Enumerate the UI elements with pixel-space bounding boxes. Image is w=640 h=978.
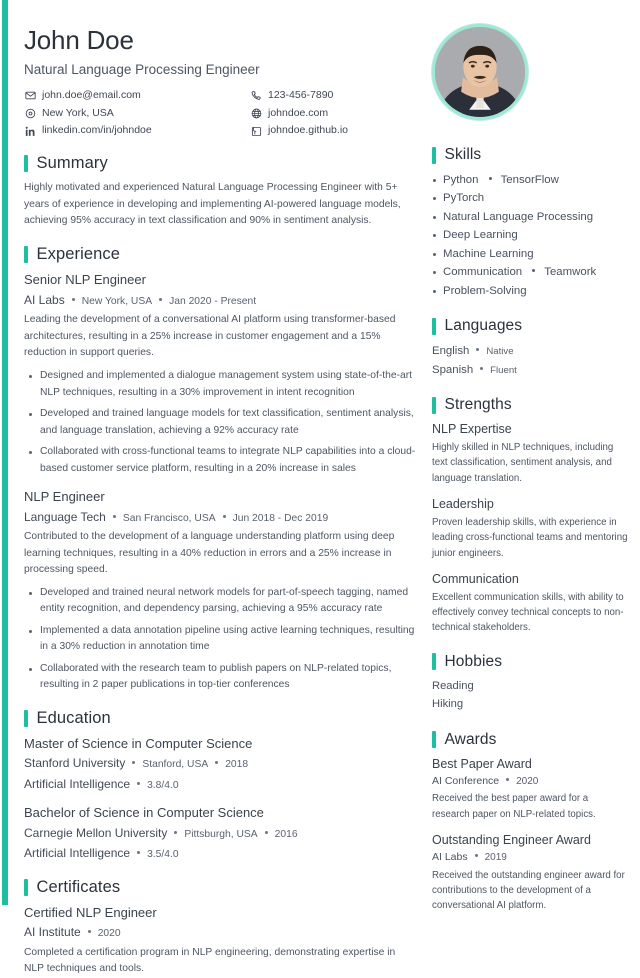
experience-entry bbox=[24, 271, 416, 477]
meta-separator-dot bbox=[113, 515, 116, 518]
section-accent-bar bbox=[24, 879, 28, 896]
contact-website-value: johndoe.com bbox=[268, 106, 329, 119]
certificates-heading bbox=[24, 878, 416, 897]
meta-separator-dot bbox=[480, 367, 483, 370]
education-field-meta bbox=[24, 775, 416, 793]
skill-row bbox=[432, 263, 628, 281]
strength-description: Proven leadership skills, with experience in leading cross-functional teams and mentoring junior engineers. bbox=[432, 516, 628, 559]
job-location: San Francisco, USA bbox=[122, 512, 216, 524]
meta-separator-dot bbox=[475, 854, 478, 857]
skill-item: Teamwork bbox=[544, 266, 597, 279]
award-entry bbox=[432, 832, 628, 914]
identity-block bbox=[24, 22, 348, 139]
award-issuer: AI Labs bbox=[432, 850, 468, 863]
meta-separator-dot bbox=[132, 761, 135, 764]
meta-separator-dot bbox=[72, 298, 75, 301]
phone-icon bbox=[250, 90, 262, 102]
award-meta bbox=[432, 850, 628, 866]
hobby-item: Reading bbox=[432, 679, 474, 692]
section-title: Strengths bbox=[444, 396, 512, 414]
certificate-issuer: AI Institute bbox=[24, 925, 81, 940]
award-issuer: AI Conference bbox=[432, 774, 500, 787]
section-title: Experience bbox=[36, 245, 121, 264]
skills-heading bbox=[432, 146, 628, 164]
job-meta bbox=[24, 508, 416, 526]
job-bullet: Designed and implemented a dialogue management system using state-of-the-art NLP techniques, resulting in a 30% improvement in intent recognition bbox=[24, 368, 416, 401]
skill-item: Deep Learning bbox=[443, 229, 518, 242]
contact-phone-value: 123-456-7890 bbox=[268, 88, 334, 101]
job-bullet: Developed and trained language models for text classification, sentiment analysis, and language translation, achieving a 92% accuracy rate bbox=[24, 406, 416, 439]
section-title: Education bbox=[36, 708, 111, 727]
section-experience bbox=[24, 245, 416, 694]
contact-email[interactable] bbox=[24, 88, 250, 104]
strength-name: Communication bbox=[432, 571, 519, 586]
job-bullet: Implemented a data annotation pipeline using active learning techniques, resulting in a 30% reduction in annotation time bbox=[24, 623, 416, 656]
job-bullets bbox=[24, 368, 416, 477]
certificate-year: 2020 bbox=[97, 928, 121, 940]
award-description: Received the best paper award for a research paper on NLP-related topics. bbox=[432, 793, 596, 820]
contact-location-value: New York, USA bbox=[42, 106, 114, 119]
section-awards bbox=[432, 731, 628, 914]
job-company: AI Labs bbox=[24, 292, 65, 307]
skill-item: Machine Learning bbox=[443, 247, 534, 260]
profile-photo bbox=[435, 27, 525, 117]
section-certificates bbox=[24, 878, 416, 978]
job-meta bbox=[24, 291, 416, 309]
job-summary: Leading the development of a conversational AI platform using transformer-based architectures, resulting in a 25% increase in customer engagement and a 15% reduction in support queries. bbox=[24, 314, 396, 359]
skill-row bbox=[432, 226, 628, 244]
hobby-item: Hiking bbox=[432, 697, 464, 710]
award-name: Outstanding Engineer Award bbox=[432, 832, 591, 847]
job-title: Natural Language Processing Engineer bbox=[24, 61, 260, 77]
award-meta bbox=[432, 774, 628, 790]
section-accent-bar bbox=[432, 397, 436, 414]
certificate-entry bbox=[24, 904, 416, 978]
meta-separator-dot bbox=[137, 851, 140, 854]
section-title: Certificates bbox=[36, 877, 121, 896]
job-role: Senior NLP Engineer bbox=[24, 272, 146, 288]
education-heading bbox=[24, 709, 416, 728]
awards-heading bbox=[432, 731, 628, 749]
location-icon bbox=[24, 108, 36, 120]
graduation-year: 2016 bbox=[274, 828, 298, 840]
meta-separator-dot bbox=[88, 930, 91, 933]
main-column bbox=[24, 22, 416, 975]
education-meta bbox=[24, 824, 416, 842]
job-role: NLP Engineer bbox=[24, 488, 105, 504]
award-year: 2019 bbox=[484, 851, 507, 863]
skill-row bbox=[432, 189, 628, 207]
contact-github[interactable] bbox=[250, 123, 348, 139]
skill-row bbox=[432, 171, 628, 189]
job-dates: Jun 2018 - Dec 2019 bbox=[232, 512, 329, 524]
skill-row bbox=[432, 245, 628, 263]
section-title: Hobbies bbox=[444, 652, 503, 670]
strength-entry bbox=[432, 571, 628, 636]
summary-text: Highly motivated and experienced Natural Language Processing Engineer with 5+ years of experience in developing and implementing AI-powered language models, achieving 95% accuracy in text classification and 90% in sentiment analysis. bbox=[24, 182, 401, 227]
certificate-name: Certified NLP Engineer bbox=[24, 904, 157, 920]
meta-separator-dot bbox=[137, 782, 140, 785]
language-level: Native bbox=[486, 346, 514, 358]
skill-item: Problem-Solving bbox=[443, 284, 527, 297]
section-summary bbox=[24, 154, 416, 230]
school-name: Stanford University bbox=[24, 756, 126, 771]
contact-website[interactable] bbox=[250, 106, 348, 122]
skill-item: PyTorch bbox=[443, 192, 485, 205]
section-strengths bbox=[432, 396, 628, 636]
education-entry bbox=[24, 804, 416, 862]
study-field: Artificial Intelligence bbox=[24, 846, 131, 861]
degree-name: Master of Science in Computer Science bbox=[24, 735, 253, 751]
language-level: Fluent bbox=[490, 364, 517, 376]
skill-item: Python bbox=[443, 174, 479, 186]
job-bullet: Developed and trained neural network models for part-of-speech tagging, named entity recognition, and dependency parsing, achieving a 95% accuracy rate bbox=[24, 585, 416, 618]
strength-entry bbox=[432, 496, 628, 561]
section-accent-bar bbox=[432, 147, 436, 164]
job-bullets bbox=[24, 585, 416, 694]
skill-item: TensorFlow bbox=[500, 174, 559, 186]
education-field-meta bbox=[24, 844, 416, 862]
job-bullet: Collaborated with cross-functional teams to integrate NLP capabilities into a cloud-based customer service platform, resulting in a 20% increase in sales bbox=[24, 444, 416, 477]
languages-heading bbox=[432, 317, 628, 335]
school-name: Carnegie Mellon University bbox=[24, 825, 168, 840]
section-accent-bar bbox=[24, 246, 28, 263]
gpa-value: 3.8/4.0 bbox=[147, 779, 179, 791]
job-summary: Contributed to the development of a language understanding platform using deep learning techniques, resulting in a 40% reduction in errors and a 25% increase in processing speed. bbox=[24, 530, 395, 576]
section-title: Summary bbox=[36, 154, 108, 173]
linkedin-icon bbox=[24, 125, 36, 137]
education-entry bbox=[24, 735, 416, 793]
envelope-icon bbox=[24, 90, 36, 102]
section-education bbox=[24, 709, 416, 863]
school-location: Stanford, USA bbox=[142, 759, 209, 771]
section-hobbies bbox=[432, 653, 628, 714]
meta-separator-dot bbox=[215, 761, 218, 764]
award-name: Best Paper Award bbox=[432, 756, 532, 771]
strengths-heading bbox=[432, 396, 628, 414]
school-location: Pittsburgh, USA bbox=[184, 828, 258, 840]
contact-grid bbox=[24, 88, 348, 139]
contact-linkedin[interactable] bbox=[24, 123, 250, 139]
contact-email-value: john.doe@email.com bbox=[42, 88, 141, 101]
language-name: Spanish bbox=[432, 363, 474, 376]
skill-item: Natural Language Processing bbox=[443, 210, 594, 223]
skill-separator-dot bbox=[489, 177, 492, 180]
degree-name: Bachelor of Science in Computer Science bbox=[24, 805, 264, 821]
section-title: Awards bbox=[444, 730, 497, 748]
job-bullet: Collaborated with the research team to publish papers on NLP-related topics, resulting in 2 paper publications in top-tier conferences bbox=[24, 661, 416, 694]
meta-separator-dot bbox=[265, 831, 268, 834]
strength-name: Leadership bbox=[432, 497, 494, 512]
certificate-meta bbox=[24, 923, 416, 941]
language-row bbox=[432, 361, 628, 379]
meta-separator-dot bbox=[506, 778, 509, 781]
certificate-description: Completed a certification program in NLP engineering, demonstrating expertise in NLP techniques and tools. bbox=[24, 946, 396, 975]
job-company: Language Tech bbox=[24, 509, 106, 524]
github-icon bbox=[250, 125, 262, 137]
resume-header bbox=[24, 22, 416, 139]
contact-linkedin-value: linkedin.com/in/johndoe bbox=[42, 124, 152, 137]
strength-name: NLP Expertise bbox=[432, 422, 512, 437]
meta-separator-dot bbox=[159, 298, 162, 301]
avatar bbox=[432, 24, 528, 120]
graduation-year: 2018 bbox=[225, 759, 249, 771]
award-entry bbox=[432, 756, 628, 822]
skill-row bbox=[432, 208, 628, 226]
contact-phone[interactable] bbox=[250, 88, 348, 104]
experience-entry bbox=[24, 488, 416, 694]
strength-description: Excellent communication skills, with ability to effectively convey technical concepts to non-technical stakeholders. bbox=[432, 591, 624, 634]
study-field: Artificial Intelligence bbox=[24, 776, 131, 791]
hobbies-heading bbox=[432, 653, 628, 671]
experience-heading bbox=[24, 245, 416, 264]
contact-github-value: johndoe.github.io bbox=[268, 124, 348, 137]
job-dates: Jan 2020 - Present bbox=[169, 295, 257, 307]
award-description: Received the outstanding engineer award for contributions to the development of a conversational AI platform. bbox=[432, 869, 625, 912]
section-languages bbox=[432, 317, 628, 379]
skill-item: Communication bbox=[443, 266, 523, 279]
skills-list bbox=[432, 171, 628, 300]
education-meta bbox=[24, 754, 416, 772]
skill-separator-dot bbox=[532, 269, 535, 272]
meta-separator-dot bbox=[476, 348, 479, 351]
section-skills bbox=[432, 146, 628, 300]
section-title: Languages bbox=[444, 317, 523, 335]
globe-icon bbox=[250, 108, 262, 120]
section-title: Skills bbox=[444, 146, 482, 163]
language-row bbox=[432, 342, 628, 360]
contact-location bbox=[24, 106, 250, 122]
award-year: 2020 bbox=[516, 775, 539, 787]
job-location: New York, USA bbox=[81, 295, 153, 307]
section-accent-bar bbox=[432, 318, 436, 335]
summary-heading bbox=[24, 154, 416, 173]
meta-separator-dot bbox=[223, 515, 226, 518]
sidebar-column bbox=[432, 22, 628, 912]
strength-entry bbox=[432, 421, 628, 486]
section-accent-bar bbox=[432, 731, 436, 748]
section-accent-bar bbox=[24, 155, 28, 172]
skill-row bbox=[432, 282, 628, 300]
strength-description: Highly skilled in NLP techniques, including text classification, sentiment analysis, and language translation. bbox=[432, 442, 614, 484]
meta-separator-dot bbox=[174, 831, 177, 834]
section-accent-bar bbox=[24, 710, 28, 727]
gpa-value: 3.5/4.0 bbox=[147, 849, 179, 861]
language-name: English bbox=[432, 345, 470, 358]
section-accent-bar bbox=[432, 653, 436, 670]
page-title: John Doe bbox=[24, 25, 134, 55]
